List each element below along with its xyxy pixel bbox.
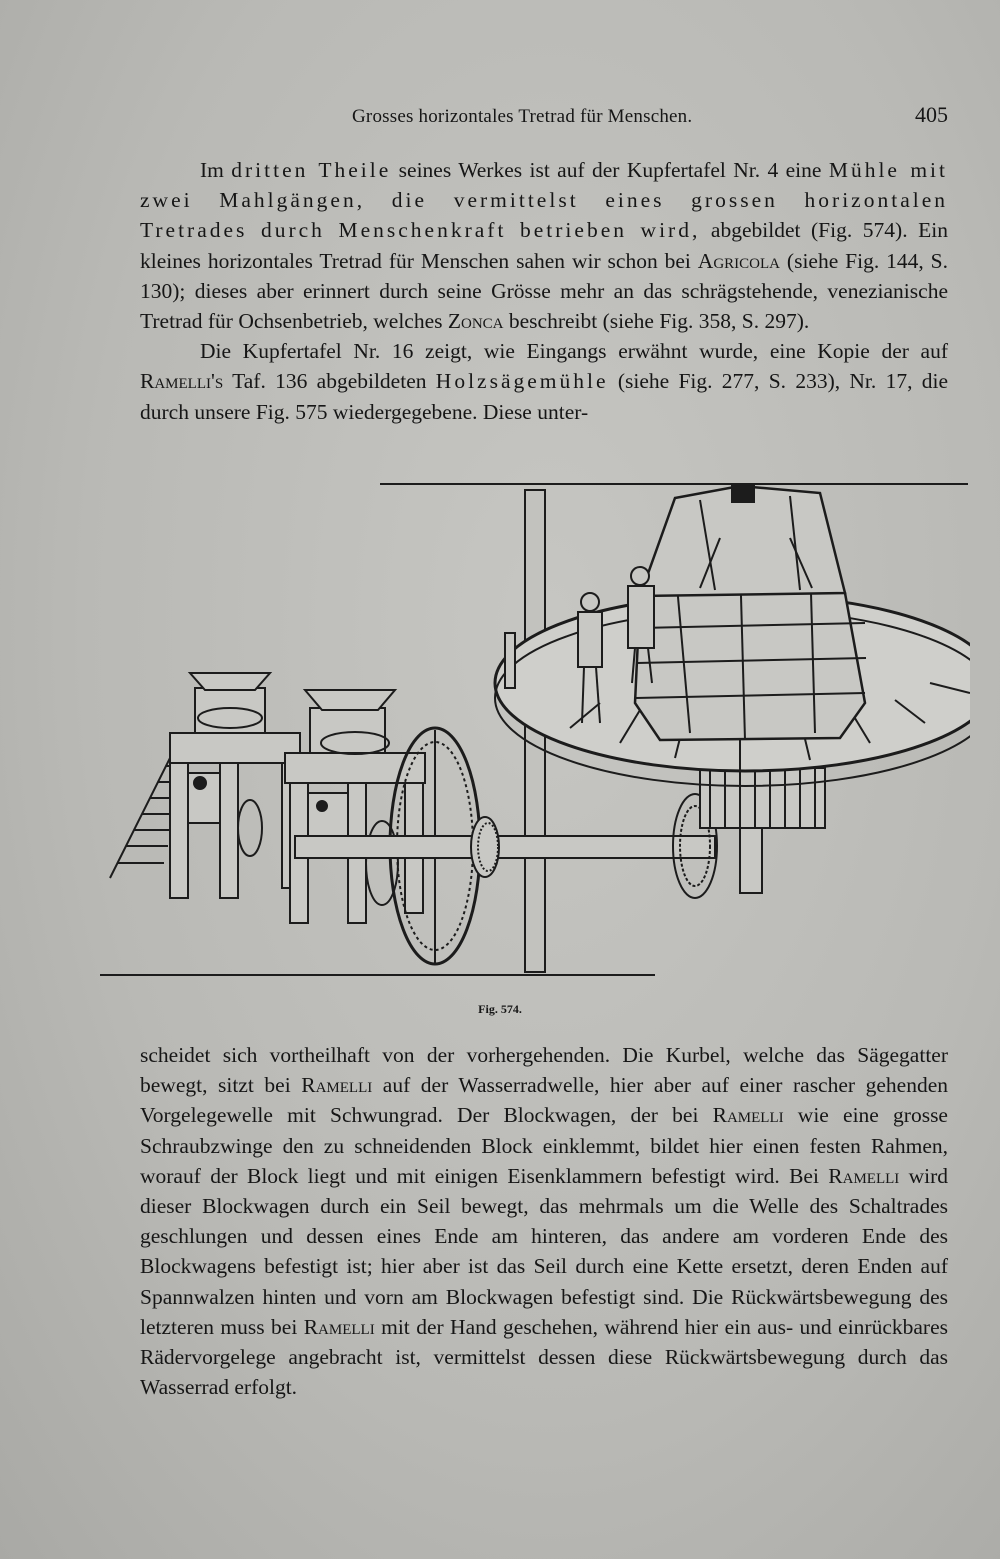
running-title: Grosses horizontales Tretrad für Menschen.: [352, 106, 693, 127]
upper-text-block: [140, 155, 948, 427]
text-run: Die Kupfertafel Nr. 16 zeigt, wie Eingangs erwähnt wurde, eine Kopie der auf: [200, 339, 948, 364]
text-run: wie eine grosse Schraubzwinge den zu schneidenden Block einklemmt, bildet hier einen festen Rahmen, worauf der Block liegt und mit einigen Eisenklammern befestigt wird. Bei: [140, 1103, 948, 1188]
figure-caption: Fig. 574.: [478, 1002, 522, 1016]
rail-post: [505, 633, 515, 688]
text-run: abgebildet (Fig. 574). Ein kleines horizontales Tretrad für Menschen sahen wir schon bei: [140, 218, 948, 273]
text-run: seines Werkes ist auf der Kupfertafel Nr. 4 eine: [391, 158, 829, 182]
author-name: Ramelli's: [140, 369, 224, 394]
author-name: Ramelli: [301, 1073, 373, 1098]
running-header: [140, 102, 950, 136]
author-name: Zonca: [447, 309, 504, 334]
author-name: Ramelli: [828, 1163, 900, 1188]
text-run: beschreibt (siehe Fig. 358, S. 297).: [503, 309, 810, 334]
text-run: (siehe Fig. 277, S. 233), Nr. 17, die durch unsere Fig. 575 wiedergegebene. Diese unter-: [140, 369, 948, 424]
paragraph-saw-mill-continued: [140, 1040, 948, 1402]
figure-574-engraving: [100, 478, 970, 983]
text-run: mit der Hand geschehen, während hier ein aus- und einrückbares Rädervorgelege angebracht ist, vermittelst dessen diese Rückwärtsbewegung durch das Wasserrad erfolgt.: [140, 1314, 948, 1400]
author-name: Ramelli: [712, 1103, 784, 1128]
central-tower: [635, 486, 866, 740]
paragraph-mill-treadwheel: [140, 155, 948, 336]
text-run: Im: [200, 158, 232, 182]
author-name: Ramelli: [303, 1314, 375, 1339]
lantern-gear: [673, 768, 825, 898]
treadwheel-mill-illustration: [100, 478, 970, 983]
spaced-text: dritten Theile: [231, 158, 392, 182]
paragraph-saw-mill: [140, 336, 948, 427]
text-run: (siehe Fig. 144, S. 130); dieses aber erinnert durch seine Grösse mehr an das schrägstehende, venezianische Tretrad für Ochsenbetrieb, welches: [140, 248, 949, 334]
text-run: scheidet sich vortheilhaft von der vorhergehenden. Die Kurbel, welche das Sägegatter bewegt, sitzt bei: [140, 1043, 948, 1098]
page-number: 405: [915, 102, 948, 127]
text-run: auf der Wasserradwelle, hier aber auf einer rascher gehenden Vorgelegewelle mit Schwungrad. Der Blockwagen, der bei: [140, 1073, 948, 1128]
millstone-frame-left: [170, 673, 300, 898]
spaced-text: Holzsägemühle: [435, 369, 609, 394]
text-run: Taf. 136 abgebildeten: [223, 369, 436, 394]
lower-text-block: [140, 1040, 948, 1402]
spaced-text: Mühle mit zwei Mahlgängen, die vermittelst eines grossen horizontalen Tretrades durch Menschenkraft betrieben wird,: [140, 158, 949, 243]
text-run: wird dieser Blockwagen durch ein Seil bewegt, das mehrmals um die Welle des Schaltrades geschlungen und dessen eines Ende am hinteren, das andere am vorderen Ende des Blockwagens befestigt ist; hier aber ist das Seil durch eine Kette ersetzt, deren Enden auf Spannwalzen hinten und vorn am Blockwagen befestigt sind. Die Rückwärtsbewegung des letzteren muss bei: [140, 1163, 948, 1339]
author-name: Agricola: [697, 248, 780, 273]
millstone-frame-right: [238, 690, 425, 923]
